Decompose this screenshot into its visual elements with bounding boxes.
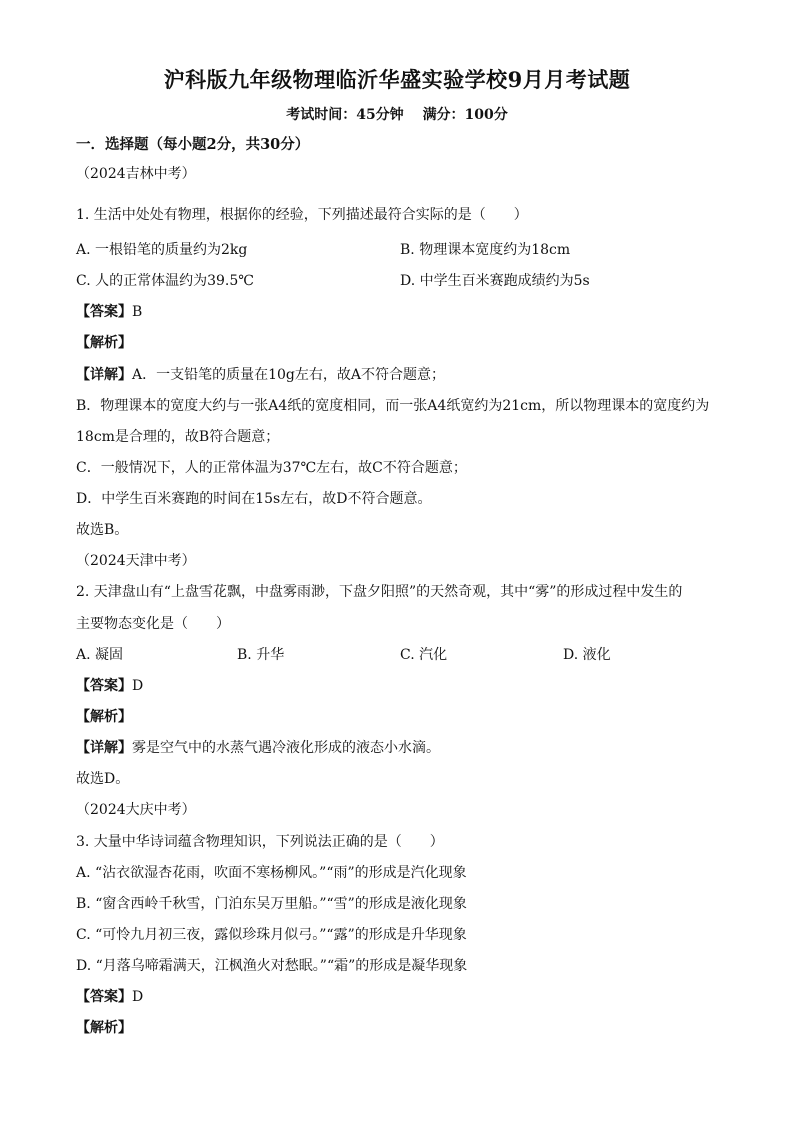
q2-option-a: A. 凝固 [76, 647, 124, 663]
q3-option-d: D. “月落乌啼霜满天，江枫渔火对愁眠。”“霜”的形成是凝华现象 [76, 958, 468, 974]
answer-value: B [132, 304, 143, 320]
q1-answer [76, 302, 142, 322]
detail-tag: 【详解】 [76, 740, 132, 756]
q1-option-b: B. 物理课本宽度约为18cm [400, 242, 571, 258]
answer-tag: 【答案】 [76, 989, 132, 1005]
q2-option-c: C. 汽化 [400, 647, 448, 663]
q3-source: （2024大庆中考） [76, 802, 196, 818]
answer-tag: 【答案】 [76, 304, 132, 320]
answer-value: D [132, 678, 144, 694]
q1-detail-line: B．物理课本的宽度大约与一张A4纸的宽度相同，而一张A4纸宽约为21cm，所以物理课本的宽度约为 [76, 398, 710, 414]
answer-value: D [132, 989, 144, 1005]
q1-option-a: A. 一根铅笔的质量约为2kg [76, 242, 248, 258]
q3-option-a: A. “沾衣欲湿杏花雨，吹面不寒杨柳风。”“雨”的形成是汽化现象 [76, 865, 467, 881]
exam-title: 沪科版九年级物理临沂华盛实验学校9月月考试题 [163, 67, 631, 92]
q3-stem: 3. 大量中华诗词蕴含物理知识，下列说法正确的是（ ） [76, 834, 444, 850]
q1-detail-line: 18cm是合理的，故B符合题意； [76, 429, 280, 445]
q1-conclusion: 故选B。 [76, 522, 129, 538]
q2-detail-line: 【详解】雾是空气中的水蒸气遇冷液化形成的液态小水滴。 [76, 740, 440, 756]
q2-analysis-tag: 【解析】 [76, 709, 132, 725]
answer-tag: 【答案】 [76, 678, 132, 694]
q2-conclusion: 故选D。 [76, 771, 130, 787]
exam-info [0, 104, 794, 124]
q2-stem: 2. 天津盘山有“上盘雪花飘，中盘雾雨渺，下盘夕阳照”的天然奇观，其中“雾”的形成过程中发生的 [76, 584, 683, 600]
q1-source: （2024吉林中考） [76, 166, 196, 182]
exam-time: 考试时间：45分钟 [286, 107, 404, 123]
q1-detail-line: C．一般情况下，人的正常体温为37℃左右，故C不符合题意； [76, 460, 467, 476]
q3-option-b: B. “窗含西岭千秋雪，门泊东吴万里船。”“雪”的形成是液化现象 [76, 896, 467, 912]
q2-option-b: B. 升华 [237, 647, 285, 663]
q2-answer [76, 676, 143, 696]
q2-option-d: D. 液化 [563, 647, 611, 663]
q2-stem: 主要物态变化是（ ） [76, 616, 230, 632]
section-heading: 一．选择题（每小题2分，共30分） [76, 136, 310, 153]
q1-option-c: C. 人的正常体温约为39.5℃ [76, 273, 254, 289]
q3-answer [76, 987, 143, 1007]
q1-stem: 1. 生活中处处有物理，根据你的经验，下列描述最符合实际的是（ ） [76, 207, 528, 223]
q2-source: （2024天津中考） [76, 553, 196, 569]
q3-option-c: C. “可怜九月初三夜，露似珍珠月似弓。”“露”的形成是升华现象 [76, 927, 467, 943]
q1-detail-line: D．中学生百米赛跑的时间在15s左右，故D不符合题意。 [76, 491, 432, 507]
q3-analysis-tag: 【解析】 [76, 1020, 132, 1036]
q1-analysis-tag: 【解析】 [76, 335, 132, 351]
q1-detail-line: 【详解】A．一支铅笔的质量在10g左右，故A不符合题意； [76, 367, 445, 383]
detail-tag: 【详解】 [76, 367, 132, 383]
full-score: 满分：100分 [422, 107, 508, 123]
q1-option-d: D. 中学生百米赛跑成绩约为5s [400, 273, 590, 289]
